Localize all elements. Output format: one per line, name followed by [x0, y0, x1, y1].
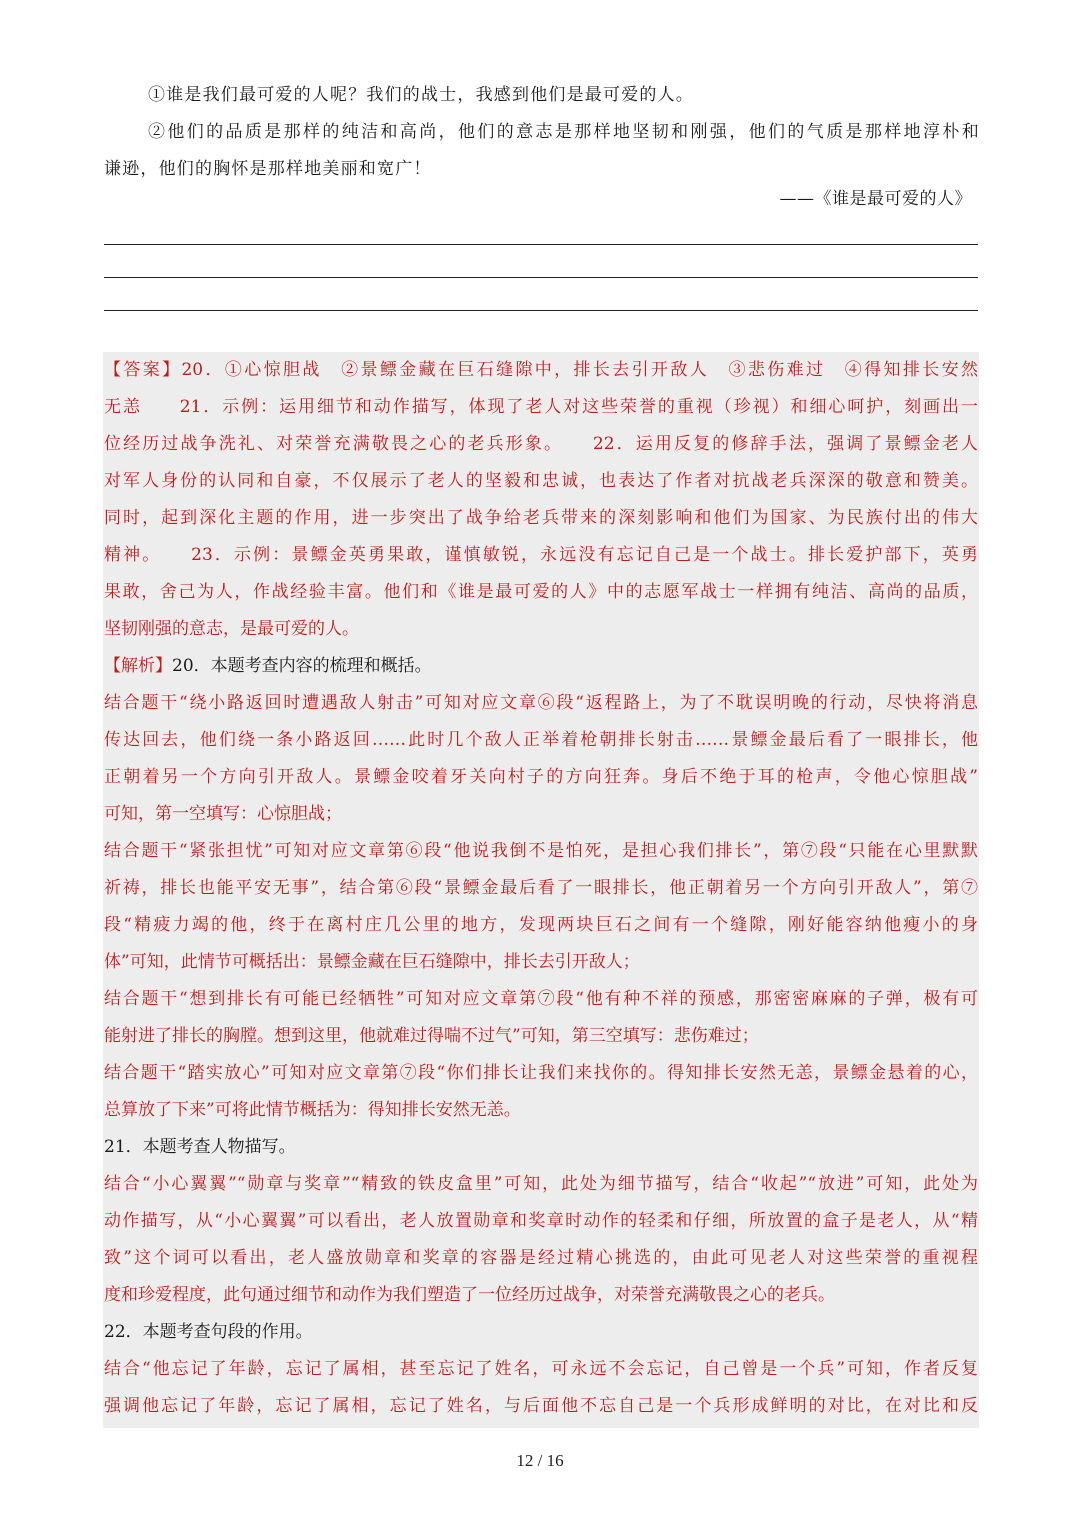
answer-line: 对军人身份的认同和自豪，不仅展示了老人的坚毅和忠诚，也表达了作者对抗战老兵深深的敬意和赞美。 [104, 471, 978, 491]
analysis-q22-intro: 22．本题考查句段的作用。 [104, 1322, 313, 1342]
analysis-line: 可知，第一空填写：心惊胆战； [104, 804, 342, 824]
answer-line: 【答案】20．①心惊胆战 ②景鳔金藏在巨石缝隙中，排长去引开敌人 ③悲伤难过 ④得知排长安然 [104, 360, 978, 380]
quote-line-2: ②他们的品质是那样的纯洁和高尚，他们的意志是那样地坚韧和刚强，他们的气质是那样地淳朴和 [148, 122, 980, 142]
analysis-line: 段“精疲力竭的他，终于在离村庄几公里的地方，发现两块巨石之间有一个缝隙，刚好能容纳他瘦小的身 [104, 915, 978, 935]
analysis-line: 结合“他忘记了年龄，忘记了属相，甚至忘记了姓名，可永远不会忘记，自己曾是一个兵”可知，作者反复 [104, 1359, 978, 1379]
analysis-line: 正朝着另一个方向引开敌人。景鳔金咬着牙关向村子的方向狂奔。身后不绝于耳的枪声，令他心惊胆战” [104, 767, 978, 787]
analysis-q20-intro: 20．本题考查内容的梳理和概括。 [172, 656, 432, 676]
answer-line: 位经历过战争洗礼、对荣誉充满敬畏之心的老兵形象。 22．运用反复的修辞手法，强调了景鳔金老人 [104, 434, 978, 454]
analysis-tag: 【解析】 [104, 656, 172, 676]
analysis-line: 结合题干“想到排长有可能已经牺牲”可知对应文章第⑦段“他有种不祥的预感，那密密麻麻的子弹，极有可 [104, 989, 978, 1009]
page-number: 12 / 16 [516, 1451, 564, 1470]
quote-line-1: ①谁是我们最可爱的人呢？我们的战士，我感到他们是最可爱的人。 [148, 85, 694, 105]
analysis-line: 体”可知，此情节可概括出：景鳔金藏在巨石缝隙中，排长去引开敌人； [104, 952, 640, 972]
analysis-line: 祈祷，排长也能平安无事”，结合第⑥段“景鳔金最后看了一眼排长，他正朝着另一个方向引开敌人”，第⑦ [104, 878, 978, 898]
analysis-line: 结合题干“绕小路返回时遭遇敌人射击”可知对应文章⑥段“返程路上，为了不耽误明晚的行动，尽快将消息 [104, 693, 978, 713]
analysis-line: 强调他忘记了年龄，忘记了属相，忘记了姓名，与后面他不忘自己是一个兵形成鲜明的对比，在对比和反 [104, 1396, 978, 1416]
answer-rule-1 [104, 244, 978, 245]
analysis-line: 传达回去，他们绕一条小路返回……此时几个敌人正举着枪朝排长射击……景鳔金最后看了一眼排长，他 [104, 730, 978, 750]
analysis-heading [104, 648, 978, 684]
analysis-line: 致”这个词可以看出，老人盛放勋章和奖章的容器是经过精心挑选的，由此可见老人对这些荣誉的重视程 [104, 1248, 978, 1268]
answer-line: 无恙 21．示例：运用细节和动作描写，体现了老人对这些荣誉的重视（珍视）和细心呵护，刻画出一 [104, 397, 978, 417]
quote-source: ——《谁是最可爱的人》 [779, 189, 972, 209]
analysis-line: 总算放了下来”可将此情节概括为：得知排长安然无恙。 [104, 1100, 521, 1120]
analysis-line: 结合“小心翼翼”“勋章与奖章”“精致的铁皮盒里”可知，此处为细节描写，结合“收起”“放进”可知，此处为 [104, 1174, 978, 1194]
analysis-line: 能射进了排长的胸膛。想到这里，他就难过得喘不过气”可知，第三空填写：悲伤难过； [104, 1026, 759, 1046]
answer-line: 精神。 23．示例：景鳔金英勇果敢，谨慎敏锐，永远没有忘记自己是一个战士。排长爱护部下，英勇 [104, 545, 978, 565]
answer-rule-3 [104, 310, 978, 311]
quote-line-3: 谦逊，他们的胸怀是那样地美丽和宽广！ [104, 159, 432, 179]
answer-line: 坚韧刚强的意志，是最可爱的人。 [104, 619, 359, 639]
analysis-line: 结合题干“踏实放心”可知对应文章第⑦段“你们排长让我们来找你的。得知排长安然无恙，景鳔金悬着的心， [104, 1063, 978, 1083]
answer-line: 同时，起到深化主题的作用，进一步突出了战争给老兵带来的深刻影响和他们为国家、为民族付出的伟大 [104, 508, 978, 528]
analysis-line: 动作描写，从“小心翼翼”可以看出，老人放置勋章和奖章时动作的轻柔和仔细，所放置的盒子是老人，从“精 [104, 1211, 978, 1231]
analysis-line: 度和珍爱程度，此句通过细节和动作为我们塑造了一位经历过战争，对荣誉充满敬畏之心的老兵。 [104, 1285, 835, 1305]
answer-rule-2 [104, 277, 978, 278]
answer-line: 果敢，舍己为人，作战经验丰富。他们和《谁是最可爱的人》中的志愿军战士一样拥有纯洁、高尚的品质， [104, 582, 978, 602]
analysis-q21-intro: 21．本题考查人物描写。 [104, 1137, 296, 1157]
analysis-line: 结合题干“紧张担忧”可知对应文章第⑥段“他说我倒不是怕死，是担心我们排长”，第⑦段“只能在心里默默 [104, 841, 978, 861]
